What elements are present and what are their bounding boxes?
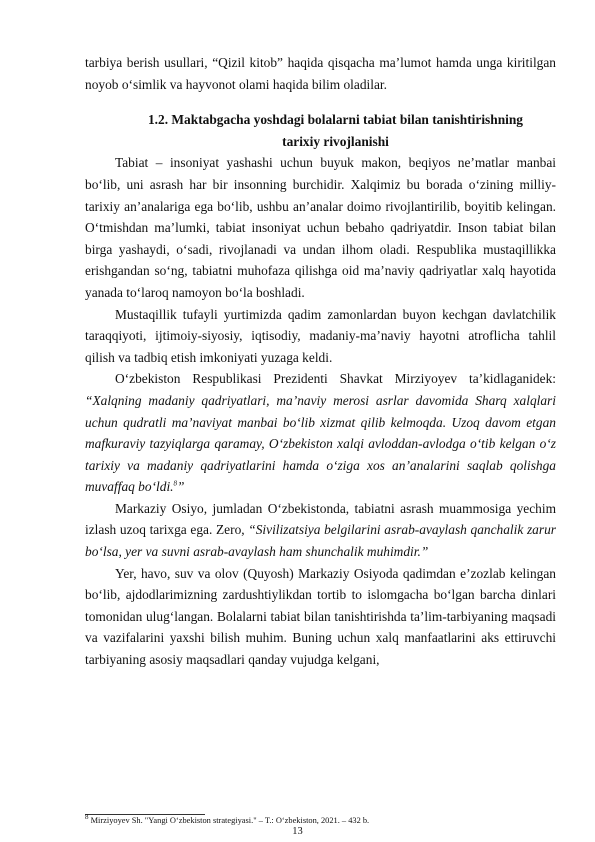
page-body (85, 52, 556, 671)
footnote-divider (85, 814, 205, 815)
footnote-marker: 8 (85, 813, 89, 822)
section-heading-line2: tarixiy rivojlanishi (282, 133, 389, 149)
footnote-text: Mirziyoyev Sh. "Yangi O‘zbekiston strategiyasi." – T.: O‘zbekiston, 2021. – 432 b. (88, 816, 370, 825)
paragraph-3-lead: O‘zbekiston Respublikasi Prezidenti Shavkat Mirziyoyev ta’kidlaganidek: (115, 371, 556, 387)
president-quote-close: ” (177, 479, 185, 495)
paragraph-5: Yer, havo, suv va olov (Quyosh) Markaziy Osiyoda qadimdan e’zozlab kelingan bo‘lib, ajdodlarimizning zardushtiylikdan tortib to islomgacha bo‘lgan barcha dinlari tomonidan ulug‘langan. Bolalarni tabiat bilan tanishtirishda ta’lim-tarbiyaning maqsadi va vazifalarini yaxshi bilish muhim. Buning uchun xalq manfaatlarini aks ettiruvchi tarbiyaning asosiy maqsadlari qanday vujudga kelgani, (85, 565, 556, 668)
civilization-quote: “Sivilizatsiya belgilarini asrab-avaylash qanchalik zarur bo‘lsa, yer va suvni asrab-avaylash ham shunchalik muhimdir.” (85, 522, 556, 560)
section-heading-line1: 1.2. Maktabgacha yoshdagi bolalarni tabiat bilan tanishtirishning (147, 112, 524, 128)
section-heading (85, 109, 556, 152)
footnote (85, 813, 370, 826)
page-number: 13 (292, 826, 303, 837)
footnote-ref: 8 (173, 479, 178, 488)
paragraph-2: Mustaqillik tufayli yurtimizda qadim zamonlardan buyon kechgan davlatchilik taraqqiyoti, ijtimoiy-siyosiy, iqtisodiy, madaniy-ma’naviy hayotni atroflicha tahlil qilish va tadbiq etish imkoniyati yuzaga keldi. (85, 306, 556, 365)
paragraph-1: Tabiat – insoniyat yashashi uchun buyuk makon, beqiyos ne’matlar manbai bo‘lib, uni asrash har bir insonning burchidir. Xalqimiz bu borada o‘zining milliy-tarixiy an’analariga ega bo‘lib, ushbu an’analar doimo rivojlantirilib, boyitib kelingan. O‘tmishdan ma’lumki, tabiat insoniyat uchun bebaho qadriyatdir. Inson tabiat bilan birga yashaydi, o‘sadi, rivojlanadi va undan ilhom oladi. Respublika mustaqillikka erishgandan so‘ng, tabiatni muhofaza qilishga oid ma’naviy qadriyatlar xalq hayotida yanada to‘laroq namoyon bo‘la boshladi. (85, 155, 556, 300)
intro-paragraph: tarbiya berish usullari, “Qizil kitob” haqida qisqacha ma’lumot hamda unga kiritilgan noyob o‘simlik va hayvonot olami haqida bilim oladilar. (85, 55, 556, 92)
president-quote (85, 393, 556, 494)
president-quote-text: “Xalqning madaniy qadriyatlari, ma’naviy merosi asrlar davomida Sharq xalqlari uchun qudratli ma’naviyat manbai bo‘lib xizmat qilib kelmoqda. Uzoq davom etgan mafkuraviy tazyiqlarga qaramay, O‘zbekiston xalqi avloddan-avlodga o‘tib kelgan o‘z tarixiy va madaniy qadriyatlarini hamda o‘ziga xos an’analarini saqlab qolishga muvaffaq bo‘ldi. (85, 392, 556, 495)
paragraph-3 (85, 368, 556, 498)
paragraph-4 (85, 498, 556, 563)
paragraph-4-lead: Markaziy Osiyo, jumladan O‘zbekistonda, tabiatni asrash muammosiga yechim izlash uzoq tarixga ega. Zero, (85, 500, 556, 538)
